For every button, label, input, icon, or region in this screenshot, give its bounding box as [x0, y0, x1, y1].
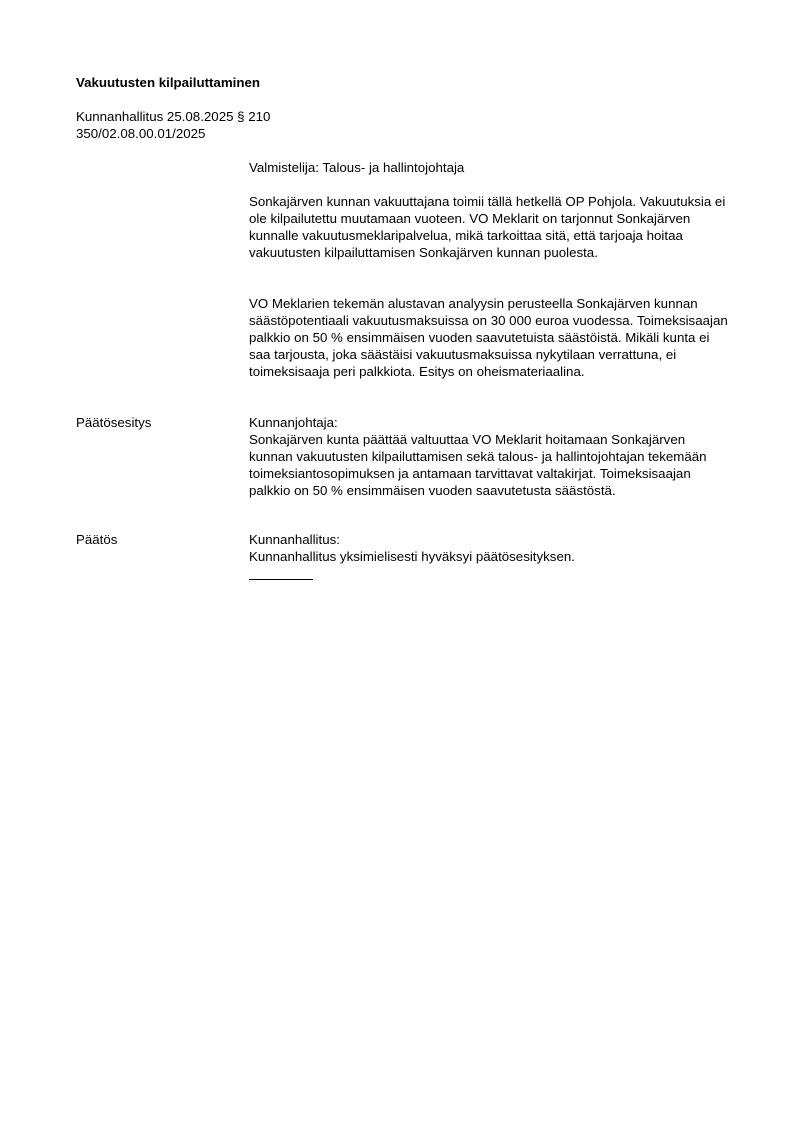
meeting-line: Kunnanhallitus 25.08.2025 § 210 — [76, 109, 271, 124]
document-title: Vakuutusten kilpailuttaminen — [76, 75, 260, 90]
record-number: 350/02.08.00.01/2025 — [76, 126, 206, 141]
proposal-section — [249, 414, 731, 499]
proposal-text: Sonkajärven kunta päättää valtuuttaa VO Meklarit hoitamaan Sonkajärven kunnan vakuutusten kilpailuttamisen sekä talous- ja hallintojohtajan tekemään toimeksiantosopimuksen ja antamaan tarvittavat valtakirjat. Toimeksisaajan palkkio on 50 % ensimmäisen vuoden saavutetusta säästöstä. — [249, 432, 707, 498]
background-paragraph-2: VO Meklarien tekemän alustavan analyysin perusteella Sonkajärven kunnan säästöpotentiaali vakuutusmaksuissa on 30 000 euroa vuodessa. Toimeksisaajan palkkio on 50 % ensimmäisen vuoden saavutetuista säästöistä. Mikäli kunta ei saa tarjousta, joka säästäisi vakuutusmaksuissa nykytilaan verrattuna, ei toimeksisaaja peri palkkiota. Esitys on oheismateriaalina. — [249, 296, 728, 379]
proposal-label: Päätösesitys — [76, 415, 152, 430]
decision-speaker: Kunnanhallitus: — [249, 532, 340, 547]
closing-rule — [249, 579, 313, 580]
decision-text: Kunnanhallitus yksimielisesti hyväksyi päätösesityksen. — [249, 549, 575, 564]
proposal-speaker: Kunnanjohtaja: — [249, 415, 338, 430]
preparer-line: Valmistelija: Talous- ja hallintojohtaja — [249, 160, 465, 175]
meeting-reference — [76, 108, 270, 142]
decision-section — [249, 531, 731, 565]
background-paragraph-1: Sonkajärven kunnan vakuuttajana toimii tällä hetkellä OP Pohjola. Vakuutuksia ei ole kilpailutettu muutamaan vuoteen. VO Meklarit on tarjonnut Sonkajärven kunnalle vakuutusmeklaripalvelua, mikä tarkoittaa sitä, että tarjoaja hoitaa vakuutusten kilpailuttamisen Sonkajärven kunnan puolesta. — [249, 194, 726, 260]
decision-label: Päätös — [76, 532, 118, 547]
